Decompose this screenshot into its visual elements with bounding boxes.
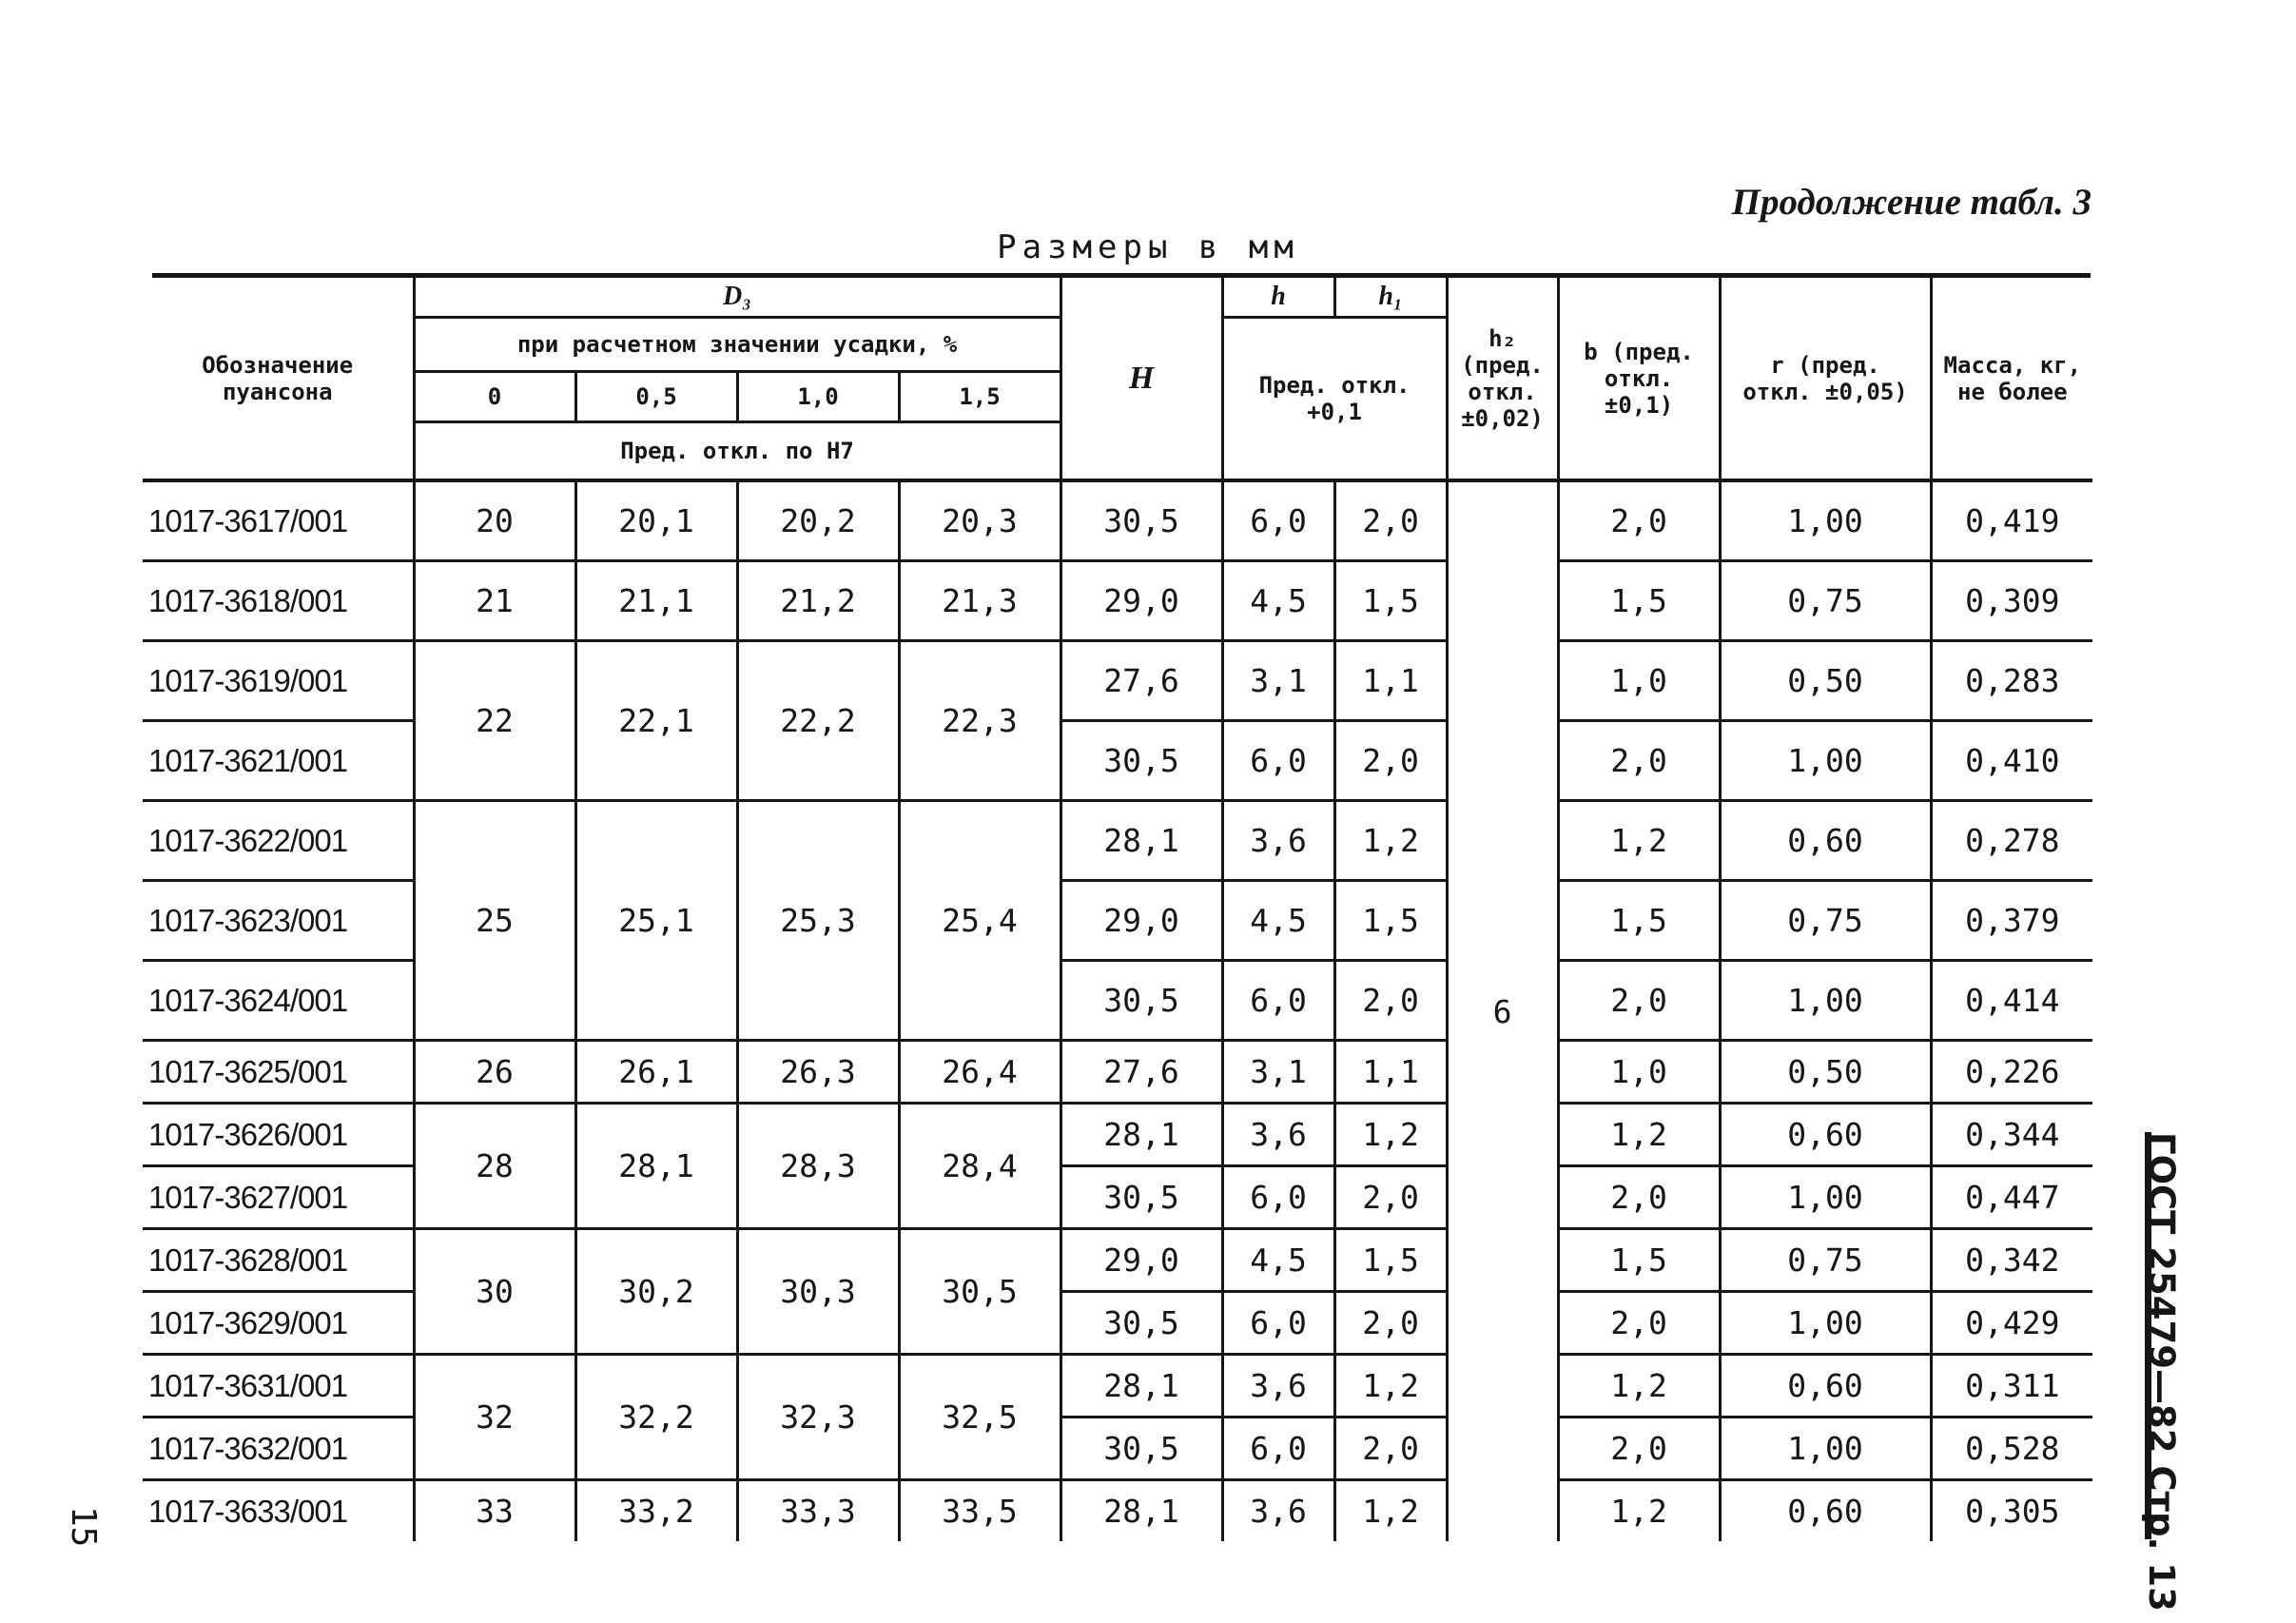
h1-cell: 2,0: [1334, 1166, 1447, 1229]
h-cell: 6,0: [1222, 961, 1334, 1041]
d3-0-cell: 22: [414, 641, 575, 801]
h-cell: 3,6: [1222, 1104, 1334, 1166]
H-cell: 30,5: [1060, 1166, 1222, 1229]
h1-cell: 1,2: [1334, 1355, 1447, 1418]
table-row: [143, 480, 2092, 561]
d3-05-cell: 25,1: [575, 801, 737, 1041]
h-cell: 3,6: [1222, 1355, 1334, 1418]
table-row: [143, 1480, 2092, 1542]
header-h: h: [1222, 278, 1334, 318]
H-cell: 28,1: [1060, 1355, 1222, 1418]
header-h1: h₁: [1334, 278, 1447, 318]
mass-cell: 0,226: [1931, 1041, 2092, 1104]
b-cell: 1,5: [1558, 561, 1720, 641]
mass-cell: 0,311: [1931, 1355, 2092, 1418]
b-cell: 2,0: [1558, 961, 1720, 1041]
table-continuation-caption: Продолжение табл. 3: [1731, 182, 2092, 223]
d3-0-cell: 26: [414, 1041, 575, 1104]
b-cell: 2,0: [1558, 1166, 1720, 1229]
H-cell: 29,0: [1060, 561, 1222, 641]
mass-cell: 0,309: [1931, 561, 2092, 641]
h1-cell: 1,1: [1334, 1041, 1447, 1104]
b-cell: 1,0: [1558, 1041, 1720, 1104]
b-cell: 1,5: [1558, 881, 1720, 961]
d3-10-cell: 21,2: [737, 561, 899, 641]
designation-cell: 1017-3627/001: [143, 1166, 414, 1229]
r-cell: 0,50: [1720, 641, 1931, 721]
h-cell: 6,0: [1222, 480, 1334, 561]
mass-cell: 0,278: [1931, 801, 2092, 881]
table-row: [143, 1041, 2092, 1104]
h1-cell: 1,2: [1334, 1104, 1447, 1166]
h1-cell: 2,0: [1334, 1418, 1447, 1480]
mass-cell: 0,283: [1931, 641, 2092, 721]
header-b: b (пред. откл. ±0,1): [1558, 278, 1720, 480]
r-cell: 1,00: [1720, 1166, 1931, 1229]
d3-05-cell: 20,1: [575, 480, 737, 561]
d3-05-cell: 30,2: [575, 1229, 737, 1355]
H-cell: 30,5: [1060, 961, 1222, 1041]
d3-10-cell: 33,3: [737, 1480, 899, 1542]
r-cell: 1,00: [1720, 1292, 1931, 1355]
h-cell: 6,0: [1222, 1292, 1334, 1355]
h1-cell: 1,1: [1334, 641, 1447, 721]
d3-05-cell: 26,1: [575, 1041, 737, 1104]
header-tolerance-01: Пред. откл. +0,1: [1222, 318, 1447, 481]
h-cell: 3,1: [1222, 1041, 1334, 1104]
d3-10-cell: 20,2: [737, 480, 899, 561]
b-cell: 1,2: [1558, 1480, 1720, 1542]
H-cell: 30,5: [1060, 1418, 1222, 1480]
d3-15-cell: 22,3: [899, 641, 1060, 801]
header-shrink-05: 0,5: [575, 372, 737, 422]
h1-cell: 2,0: [1334, 721, 1447, 801]
table-row: [143, 1104, 2092, 1166]
b-cell: 1,2: [1558, 801, 1720, 881]
h-cell: 3,6: [1222, 801, 1334, 881]
designation-cell: 1017-3618/001: [143, 561, 414, 641]
d3-05-cell: 32,2: [575, 1355, 737, 1480]
d3-10-cell: 22,2: [737, 641, 899, 801]
H-cell: 29,0: [1060, 1229, 1222, 1292]
page-number-text: 15: [64, 1506, 103, 1548]
d3-0-cell: 33: [414, 1480, 575, 1542]
header-r: r (пред. откл. ±0,05): [1720, 278, 1931, 480]
designation-cell: 1017-3625/001: [143, 1041, 414, 1104]
header-shrink: при расчетном значении усадки, %: [414, 318, 1060, 372]
table-row: [143, 1355, 2092, 1418]
page-number: [64, 1506, 107, 1563]
h-cell: 6,0: [1222, 1418, 1334, 1480]
r-cell: 0,75: [1720, 881, 1931, 961]
h-cell: 4,5: [1222, 1229, 1334, 1292]
designation-cell: 1017-3623/001: [143, 881, 414, 961]
mass-cell: 0,528: [1931, 1418, 2092, 1480]
H-cell: 27,6: [1060, 641, 1222, 721]
b-cell: 1,5: [1558, 1229, 1720, 1292]
header-tolerance-h7: Пред. откл. по Н7: [414, 422, 1060, 481]
punch-dimensions-table: [143, 278, 2092, 1541]
r-cell: 1,00: [1720, 721, 1931, 801]
r-cell: 0,60: [1720, 1480, 1931, 1542]
d3-15-cell: 30,5: [899, 1229, 1060, 1355]
b-cell: 2,0: [1558, 721, 1720, 801]
mass-cell: 0,410: [1931, 721, 2092, 801]
standard-side-text: ГОСТ 25479—82 Стр. 13: [2141, 1132, 2182, 1612]
designation-cell: 1017-3621/001: [143, 721, 414, 801]
r-cell: 0,60: [1720, 1355, 1931, 1418]
d3-15-cell: 20,3: [899, 480, 1060, 561]
d3-10-cell: 30,3: [737, 1229, 899, 1355]
header-shrink-15: 1,5: [899, 372, 1060, 422]
standard-side-label: [2141, 1132, 2207, 1612]
r-cell: 0,60: [1720, 1104, 1931, 1166]
h-cell: 6,0: [1222, 1166, 1334, 1229]
table-row: [143, 801, 2092, 881]
d3-10-cell: 26,3: [737, 1041, 899, 1104]
header-H: H: [1060, 278, 1222, 480]
H-cell: 29,0: [1060, 881, 1222, 961]
d3-10-cell: 32,3: [737, 1355, 899, 1480]
header-h2: h₂ (пред. откл. ±0,02): [1447, 278, 1558, 480]
h-cell: 6,0: [1222, 721, 1334, 801]
H-cell: 28,1: [1060, 1104, 1222, 1166]
h-cell: 4,5: [1222, 881, 1334, 961]
r-cell: 0,60: [1720, 801, 1931, 881]
b-cell: 2,0: [1558, 1418, 1720, 1480]
h1-cell: 1,5: [1334, 561, 1447, 641]
mass-cell: 0,429: [1931, 1292, 2092, 1355]
d3-0-cell: 21: [414, 561, 575, 641]
h1-cell: 1,2: [1334, 801, 1447, 881]
h1-cell: 2,0: [1334, 480, 1447, 561]
H-cell: 28,1: [1060, 1480, 1222, 1542]
d3-05-cell: 33,2: [575, 1480, 737, 1542]
mass-cell: 0,447: [1931, 1166, 2092, 1229]
H-cell: 30,5: [1060, 480, 1222, 561]
mass-cell: 0,344: [1931, 1104, 2092, 1166]
designation-cell: 1017-3617/001: [143, 480, 414, 561]
d3-0-cell: 30: [414, 1229, 575, 1355]
mass-cell: 0,379: [1931, 881, 2092, 961]
designation-cell: 1017-3629/001: [143, 1292, 414, 1355]
designation-cell: 1017-3619/001: [143, 641, 414, 721]
d3-0-cell: 20: [414, 480, 575, 561]
b-cell: 1,0: [1558, 641, 1720, 721]
h1-cell: 2,0: [1334, 961, 1447, 1041]
r-cell: 1,00: [1720, 961, 1931, 1041]
designation-cell: 1017-3632/001: [143, 1418, 414, 1480]
b-cell: 2,0: [1558, 480, 1720, 561]
d3-05-cell: 22,1: [575, 641, 737, 801]
d3-10-cell: 25,3: [737, 801, 899, 1041]
d3-05-cell: 28,1: [575, 1104, 737, 1229]
r-cell: 0,75: [1720, 561, 1931, 641]
H-cell: 30,5: [1060, 1292, 1222, 1355]
designation-cell: 1017-3631/001: [143, 1355, 414, 1418]
b-cell: 1,2: [1558, 1104, 1720, 1166]
table-row: [143, 1229, 2092, 1292]
mass-cell: 0,414: [1931, 961, 2092, 1041]
h2-merged-cell: 6: [1447, 480, 1558, 1541]
h1-cell: 2,0: [1334, 1292, 1447, 1355]
designation-cell: 1017-3628/001: [143, 1229, 414, 1292]
d3-0-cell: 32: [414, 1355, 575, 1480]
b-cell: 2,0: [1558, 1292, 1720, 1355]
h1-cell: 1,2: [1334, 1480, 1447, 1542]
designation-cell: 1017-3626/001: [143, 1104, 414, 1166]
d3-0-cell: 25: [414, 801, 575, 1041]
d3-15-cell: 21,3: [899, 561, 1060, 641]
b-cell: 1,2: [1558, 1355, 1720, 1418]
h-cell: 3,6: [1222, 1480, 1334, 1542]
h1-cell: 1,5: [1334, 881, 1447, 961]
header-row-1: [143, 278, 2092, 318]
r-cell: 1,00: [1720, 1418, 1931, 1480]
designation-cell: 1017-3622/001: [143, 801, 414, 881]
mass-cell: 0,305: [1965, 1493, 2060, 1530]
header-shrink-0: 0: [414, 372, 575, 422]
d3-05-cell: 21,1: [575, 561, 737, 641]
d3-10-cell: 28,3: [737, 1104, 899, 1229]
h1-cell: 1,5: [1334, 1229, 1447, 1292]
h-cell: 4,5: [1222, 561, 1334, 641]
table-row: [143, 561, 2092, 641]
d3-0-cell: 28: [414, 1104, 575, 1229]
r-cell: 0,50: [1720, 1041, 1931, 1104]
mass-cell: 0,419: [1931, 480, 2092, 561]
d3-15-cell: 33,5: [899, 1480, 1060, 1542]
H-cell: 30,5: [1060, 721, 1222, 801]
d3-15-cell: 25,4: [899, 801, 1060, 1041]
units-caption: Размеры в мм: [997, 228, 1299, 266]
table-row: [143, 641, 2092, 721]
mass-cell: 0,342: [1931, 1229, 2092, 1292]
d3-15-cell: 26,4: [899, 1041, 1060, 1104]
header-mass: Масса, кг, не более: [1931, 278, 2092, 480]
H-cell: 28,1: [1060, 801, 1222, 881]
d3-15-cell: 28,4: [899, 1104, 1060, 1229]
d3-15-cell: 32,5: [899, 1355, 1060, 1480]
r-cell: 1,00: [1720, 480, 1931, 561]
designation-cell: 1017-3633/001: [143, 1480, 414, 1542]
h-cell: 3,1: [1222, 641, 1334, 721]
designation-cell: 1017-3624/001: [143, 961, 414, 1041]
header-shrink-10: 1,0: [737, 372, 899, 422]
header-d3: D₃: [414, 278, 1060, 318]
header-designation: Обозначение пуансона: [143, 278, 414, 480]
H-cell: 27,6: [1060, 1041, 1222, 1104]
r-cell: 0,75: [1720, 1229, 1931, 1292]
